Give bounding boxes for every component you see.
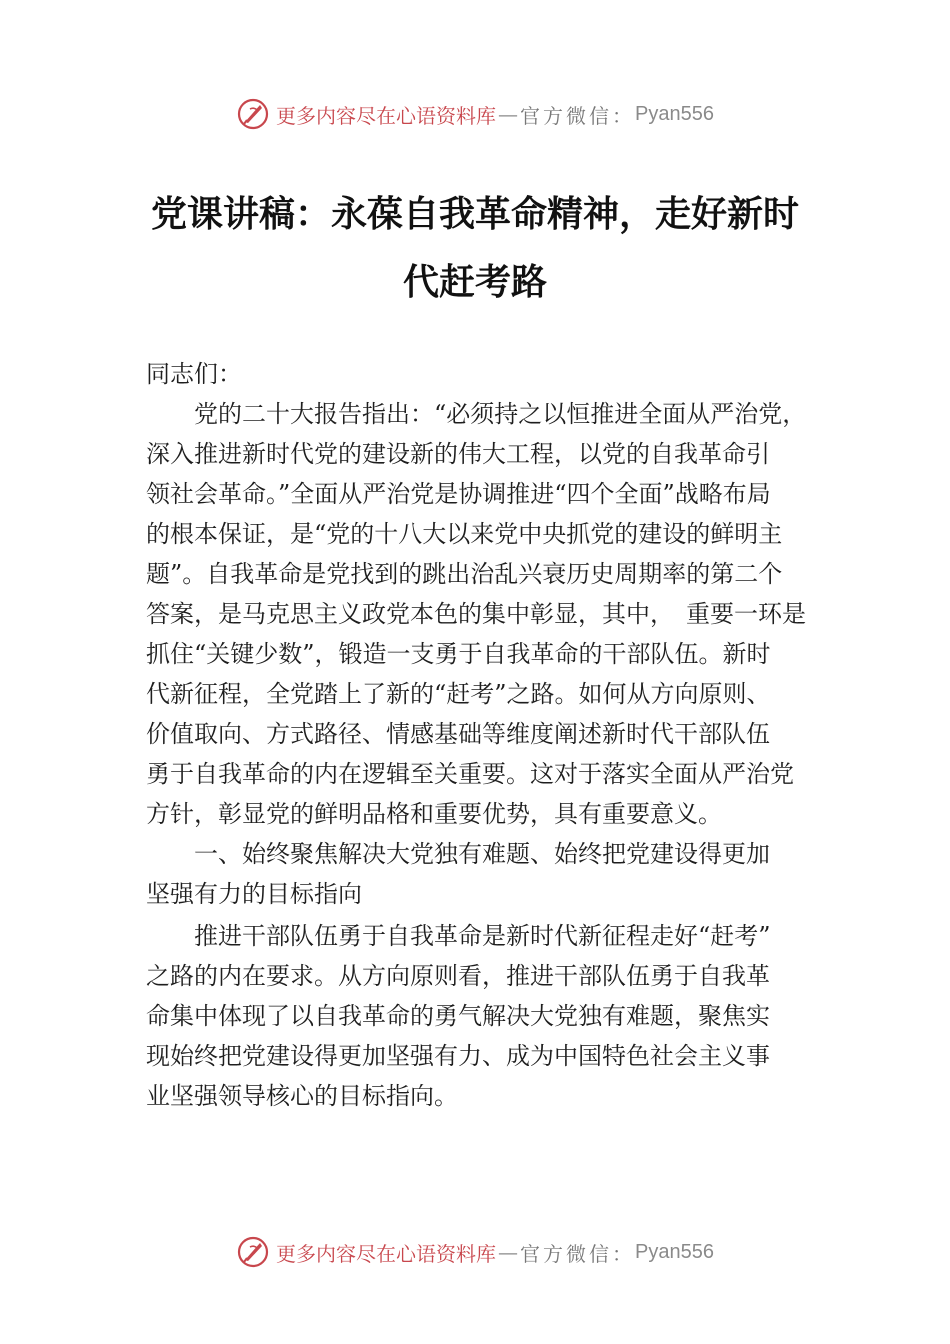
- watermark-separator: —: [498, 102, 519, 126]
- salutation: 同志们：: [146, 360, 242, 388]
- watermark-separator: —: [498, 1240, 519, 1264]
- watermark-text: 更多内容尽在心语资料库: [276, 1241, 497, 1266]
- paragraph-line: 现始终把党建设得更加坚强有力、成为中国特色社会主义事: [146, 1042, 770, 1070]
- paragraph-line: 抓住“关键少数”，锻造一支勇于自我革命的干部队伍。新时: [146, 640, 771, 668]
- watermark-wechat-id: Pyan556: [635, 102, 714, 125]
- paragraph-line: 领社会革命。”全面从严治党是协调推进“四个全面”战略布局: [146, 480, 771, 508]
- watermark-wechat-id: Pyan556: [635, 1240, 714, 1263]
- watermark-text: 更多内容尽在心语资料库: [276, 103, 497, 128]
- watermark-wechat-label: 官方微信：: [520, 103, 636, 128]
- paragraph-line: 命集中体现了以自我革命的勇气解决大党独有难题，聚焦实: [146, 1002, 770, 1030]
- paragraph-line: 党的二十大报告指出：“必须持之以恒推进全面从严治党，: [146, 400, 807, 428]
- paragraph-line: 之路的内在要求。从方向原则看，推进干部队伍勇于自我革: [146, 962, 770, 990]
- section-heading-line: 一、始终聚焦解决大党独有难题、始终把党建设得更加: [146, 840, 770, 868]
- footer-watermark: [0, 1232, 950, 1272]
- paragraph-line: 深入推进新时代党的建设新的伟大工程，以党的自我革命引: [146, 440, 770, 468]
- document-title-line-1: 党课讲稿：永葆自我革命精神，走好新时: [150, 193, 799, 235]
- paragraph-line: 题”。自我革命是党找到的跳出治乱兴衰历史周期率的第二个: [146, 560, 783, 588]
- paragraph-line: 代新征程，全党踏上了新的“赶考”之路。如何从方向原则、: [146, 680, 771, 708]
- document-title-line-2: 代赶考路: [402, 261, 547, 303]
- quill-logo-icon: [236, 1235, 270, 1269]
- paragraph-line: 答案，是马克思主义政党本色的集中彰显，其中， 重要一环是: [146, 600, 806, 628]
- paragraph-line: 的根本保证，是“党的十八大以来党中央抓党的建设的鲜明主: [146, 520, 783, 548]
- quill-logo-icon: [236, 97, 270, 131]
- header-watermark: [0, 94, 950, 134]
- paragraph-line: 业坚强领导核心的目标指向。: [146, 1082, 458, 1110]
- paragraph-line: 价值取向、方式路径、情感基础等维度阐述新时代干部队伍: [146, 720, 770, 748]
- section-heading-line: 坚强有力的目标指向: [146, 880, 362, 908]
- watermark-wechat-label: 官方微信：: [520, 1241, 636, 1266]
- paragraph-line: 勇于自我革命的内在逻辑至关重要。这对于落实全面从严治党: [146, 760, 794, 788]
- paragraph-line: 方针，彰显党的鲜明品格和重要优势，具有重要意义。: [146, 800, 722, 828]
- paragraph-line: 推进干部队伍勇于自我革命是新时代新征程走好“赶考”: [146, 922, 771, 950]
